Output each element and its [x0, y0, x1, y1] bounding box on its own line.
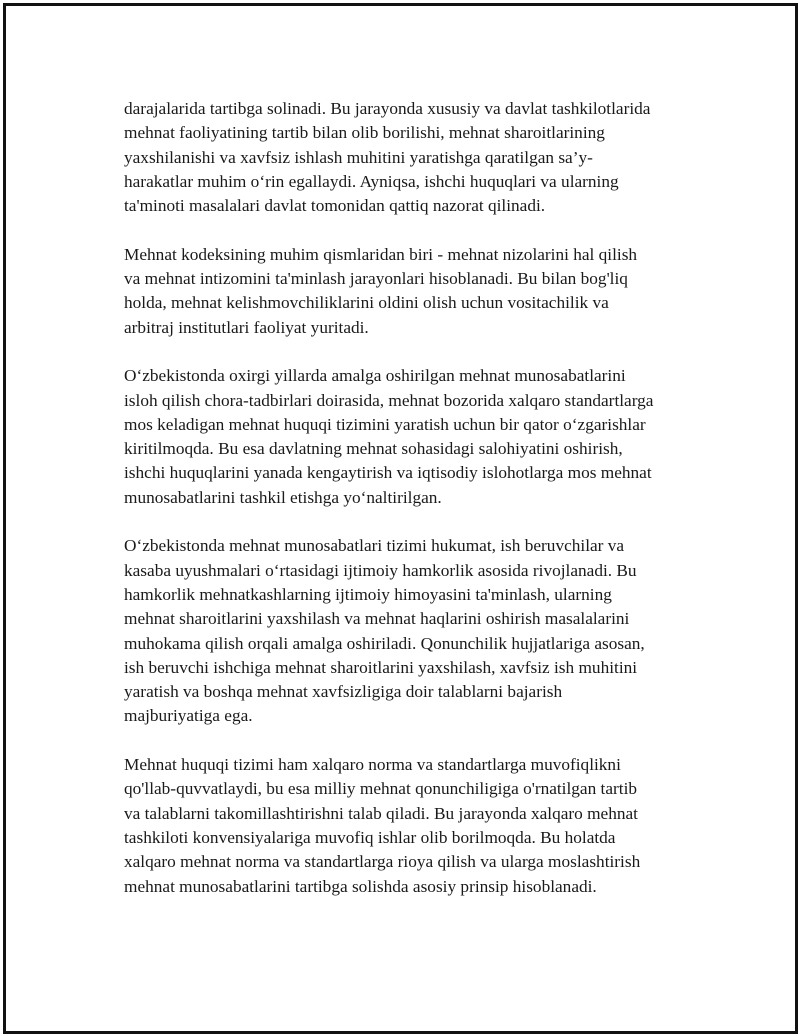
text-line: O‘zbekistonda oxirgi yillarda amalga oshirilgan mehnat munosabatlarini — [124, 366, 626, 386]
text-line: munosabatlarini tashkil etishga yo‘naltirilgan. — [124, 487, 442, 507]
text-line: yaratish va boshqa mehnat xavfsizligiga doir talablarni bajarish — [124, 682, 563, 702]
text-line: Mehnat kodeksining muhim qismlaridan biri - mehnat nizolarini hal qilish — [124, 244, 638, 264]
document-body — [124, 97, 684, 923]
paragraph-3 — [124, 364, 684, 510]
text-line: mehnat sharoitlarini yaxshilash va mehnat haqlarini oshirish masalalarini — [124, 609, 630, 629]
paragraph-4 — [124, 534, 684, 728]
text-line: tashkiloti konvensiyalariga muvofiq ishlar olib borilmoqda. Bu holatda — [124, 827, 616, 847]
text-line: xalqaro mehnat norma va standartlarga rioya qilish va ularga moslashtirish — [124, 852, 641, 872]
paragraph-1 — [124, 97, 684, 218]
text-line: arbitraj institutlari faoliyat yuritadi. — [124, 317, 369, 337]
text-line: mehnat munosabatlarini tartibga solishda asosiy prinsip hisoblanadi. — [124, 876, 597, 896]
paragraph-2 — [124, 243, 684, 340]
text-line: kiritilmoqda. Bu esa davlatning mehnat sohasidagi salohiyatini oshirish, — [124, 439, 623, 459]
text-line: darajalarida tartibga solinadi. Bu jarayonda xususiy va davlat tashkilotlarida — [124, 99, 651, 118]
text-line: harakatlar muhim o‘rin egallaydi. Ayniqsa, ishchi huquqlari va ularning — [124, 171, 619, 191]
text-line: majburiyatiga ega. — [124, 706, 253, 726]
text-line: qo'llab-quvvatlaydi, bu esa milliy mehnat qonunchiligiga o'rnatilgan tartib — [124, 779, 638, 799]
text-line: ish beruvchi ishchiga mehnat sharoitlarini yaxshilash, xavfsiz ish muhitini — [124, 657, 638, 677]
text-line: Mehnat huquqi tizimi ham xalqaro norma va standartlarga muvofiqlikni — [124, 755, 621, 775]
text-line: isloh qilish chora-tadbirlari doirasida, mehnat bozorida xalqaro standartlarga — [124, 390, 654, 410]
text-line: O‘zbekistonda mehnat munosabatlari tizimi hukumat, ish beruvchilar va — [124, 536, 625, 556]
page-frame — [3, 3, 798, 1034]
paragraph-5 — [124, 753, 684, 899]
text-line: hamkorlik mehnatkashlarning ijtimoiy himoyasini ta'minlash, ularning — [124, 584, 612, 604]
text-line: va talablarni takomillashtirishni talab qiladi. Bu jarayonda xalqaro mehnat — [124, 803, 638, 823]
text-line: yaxshilanishi va xavfsiz ishlash muhitini yaratishga qaratilgan sa’y- — [124, 147, 593, 167]
text-line: kasaba uyushmalari o‘rtasidagi ijtimoiy hamkorlik asosida rivojlanadi. Bu — [124, 560, 637, 580]
text-line: mehnat faoliyatining tartib bilan olib borilishi, mehnat sharoitlarining — [124, 123, 605, 143]
text-line: holda, mehnat kelishmovchiliklarini oldini olish uchun vositachilik va — [124, 293, 609, 313]
text-line: ta'minoti masalalari davlat tomonidan qattiq nazorat qilinadi. — [124, 196, 546, 216]
text-line: va mehnat intizomini ta'minlash jarayonlari hisoblanadi. Bu bilan bog'liq — [124, 269, 628, 289]
text-line: muhokama qilish orqali amalga oshiriladi. Qonunchilik hujjatlariga asosan, — [124, 633, 645, 653]
text-line: ishchi huquqlarini yanada kengaytirish va iqtisodiy islohotlarga mos mehnat — [124, 463, 652, 483]
text-line: mos keladigan mehnat huquqi tizimini yaratish uchun bir qator o‘zgarishlar — [124, 414, 646, 434]
